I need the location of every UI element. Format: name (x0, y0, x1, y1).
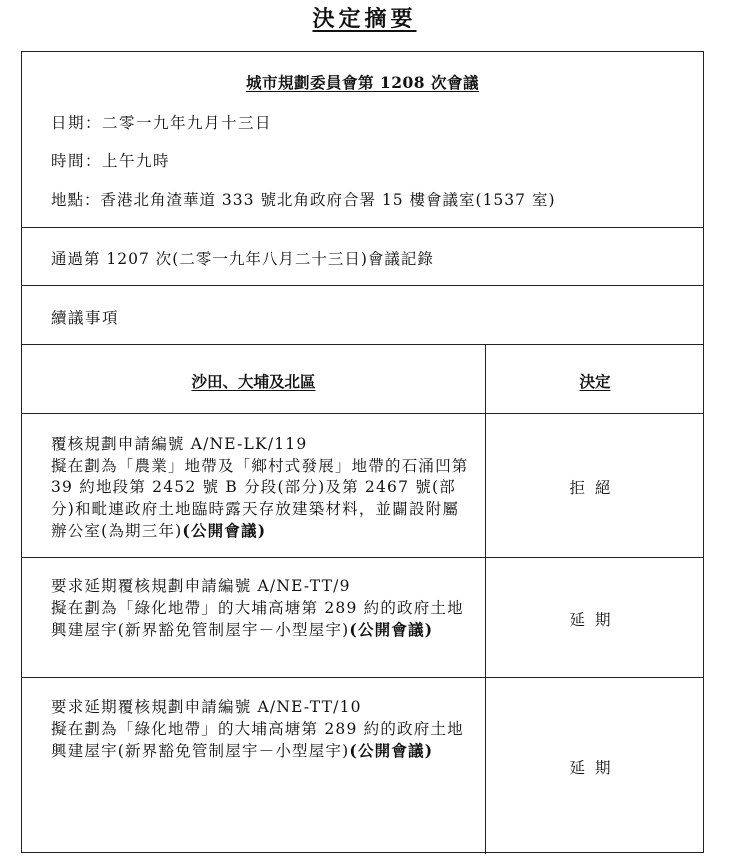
divider (22, 227, 703, 228)
item-code: 覆核規劃申請編號 A/NE-LK/119 (51, 435, 308, 453)
open-meeting-tag: (公開會議) (349, 741, 434, 760)
agenda-item (51, 434, 471, 543)
item-decision: 拒絕 (569, 479, 621, 497)
item-code: 要求延期覆核規劃申請編號 A/NE-TT/10 (51, 698, 362, 716)
matters-arising: 續議事項 (51, 309, 120, 327)
divider (22, 344, 703, 345)
item-description: 擬在劃為「綠化地帶」的大埔高塘第 289 約的政府土地興建屋宇(新界豁免管制屋宇－小型屋宇) (51, 719, 464, 760)
agenda-item (51, 697, 471, 763)
meeting-venue: 地點：香港北角渣華道 333 號北角政府合署 15 樓會議室(1537 室) (51, 191, 556, 209)
open-meeting-tag: (公開會議) (182, 521, 267, 540)
decision-header: 決定 (579, 372, 611, 391)
item-decision: 延期 (569, 611, 621, 629)
summary-table (21, 51, 704, 853)
open-meeting-tag: (公開會議) (349, 620, 434, 639)
item-decision: 延期 (569, 759, 621, 777)
meeting-date: 日期：二零一九年九月十三日 (51, 114, 273, 132)
meeting-time: 時間：上午九時 (51, 152, 171, 170)
divider (22, 413, 703, 414)
agenda-item (51, 576, 471, 642)
minutes-confirmation: 通過第 1207 次(二零一九年八月二十三日)會議記錄 (51, 250, 434, 268)
item-code: 要求延期覆核規劃申請編號 A/NE-TT/9 (51, 577, 351, 595)
item-description: 擬在劃為「綠化地帶」的大埔高塘第 289 約的政府土地興建屋宇(新界豁免管制屋宇－小型屋宇) (51, 598, 464, 639)
meeting-title: 城市規劃委員會第 1208 次會議 (246, 73, 479, 92)
divider (22, 557, 703, 558)
section-header: 沙田、大埔及北區 (191, 372, 316, 391)
item-description: 擬在劃為「農業」地帶及「鄉村式發展」地帶的石涌凹第 39 約地段第 2452 號 B 分段(部分)及第 2467 號(部分)和毗連政府土地臨時露天存放建築材料，並闢設附屬辦公室(為期三年) (51, 456, 469, 540)
divider (22, 677, 703, 678)
page-title: 決定摘要 (312, 6, 417, 32)
divider (22, 285, 703, 286)
